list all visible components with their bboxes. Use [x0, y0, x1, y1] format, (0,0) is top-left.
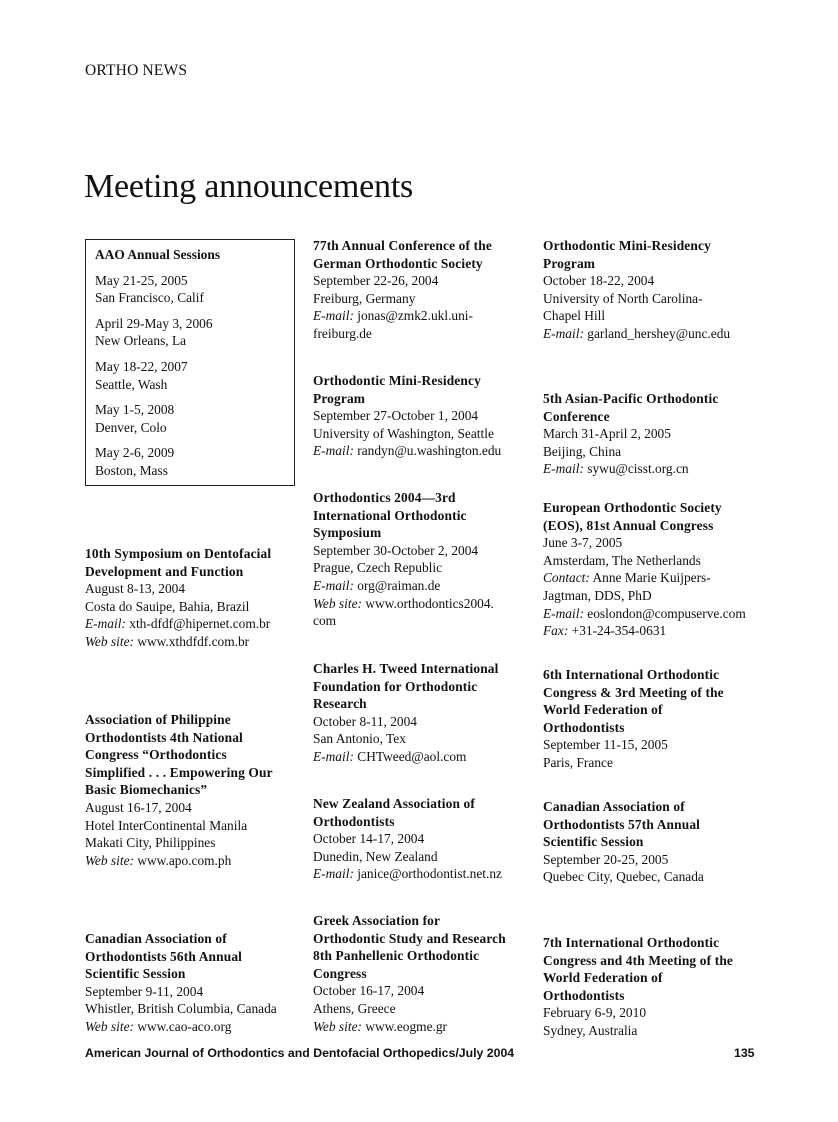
meeting-detail: Athens, Greece: [313, 1000, 396, 1016]
meeting-title: Canadian Association of: [543, 799, 685, 814]
session-dates: April 29-May 3, 2006: [95, 315, 213, 331]
meeting-title: Association of Philippine: [85, 712, 231, 727]
website-value[interactable]: www.apo.com.ph: [137, 852, 232, 868]
contact-label: Contact:: [543, 570, 590, 586]
meeting-website: [313, 595, 533, 613]
session-place: New Orleans, La: [95, 333, 187, 349]
email-value[interactable]: janice@orthodontist.net.nz: [357, 866, 502, 882]
page-title: Meeting announcements: [84, 168, 414, 205]
meeting-title: Congress and 4th Meeting of the: [543, 952, 734, 968]
meeting-detail: University of North Carolina-: [543, 290, 703, 306]
meeting-detail: June 3-7, 2005: [543, 535, 623, 551]
meeting-detail: Freiburg, Germany: [313, 290, 416, 306]
meeting-title: 10th Symposium on Dentofacial: [85, 546, 272, 561]
email-label: E-mail:: [313, 748, 354, 764]
email-label: E-mail:: [543, 605, 584, 621]
meeting-title: Scientific Session: [85, 966, 186, 982]
meeting-detail: March 31-April 2, 2005: [543, 426, 671, 442]
email-value[interactable]: org@raiman.de: [357, 577, 441, 593]
meeting-title: Orthodontic Study and Research: [313, 930, 506, 946]
email-continuation[interactable]: freiburg.de: [313, 325, 372, 341]
website-value[interactable]: www.eogme.gr: [365, 1018, 448, 1034]
meeting-entry: [313, 795, 533, 883]
meeting-title: Congress “Orthodontics: [85, 747, 227, 763]
aao-session: [95, 272, 285, 307]
meeting-detail: Whistler, British Columbia, Canada: [85, 1001, 277, 1017]
meeting-website: [313, 1018, 533, 1036]
meeting-entry: [543, 390, 768, 478]
email-label: E-mail:: [313, 308, 354, 324]
email-label: E-mail:: [85, 616, 126, 632]
meeting-website: [85, 1018, 300, 1036]
meeting-title: German Orthodontic Society: [313, 255, 483, 271]
meeting-detail: October 18-22, 2004: [543, 273, 655, 289]
aao-session: [95, 358, 285, 393]
meeting-title: Conference: [543, 408, 610, 424]
email-value[interactable]: eoslondon@compuserve.com: [587, 605, 746, 621]
meeting-title: Orthodontic Mini-Residency: [313, 373, 481, 388]
website-label: Web site:: [313, 1018, 362, 1034]
meeting-detail: Beijing, China: [543, 443, 622, 459]
meeting-detail: Quebec City, Quebec, Canada: [543, 869, 704, 885]
meeting-detail: San Antonio, Tex: [313, 731, 406, 747]
email-value[interactable]: garland_hershey@unc.edu: [587, 325, 731, 341]
meeting-title: Program: [313, 390, 366, 406]
meeting-detail: February 6-9, 2010: [543, 1005, 647, 1021]
meeting-entry: [313, 489, 533, 630]
meeting-title: 6th International Orthodontic: [543, 667, 720, 682]
meeting-email: [313, 577, 533, 595]
meeting-email: [313, 442, 533, 460]
meeting-detail: October 16-17, 2004: [313, 983, 425, 999]
meeting-title: Charles H. Tweed International: [313, 661, 499, 676]
meeting-detail: September 30-October 2, 2004: [313, 542, 479, 558]
meeting-entry: [543, 666, 768, 772]
meeting-entry: [313, 237, 533, 343]
session-place: Boston, Mass: [95, 462, 168, 478]
meeting-entry: [85, 930, 300, 1036]
meeting-entry: [543, 798, 768, 886]
meeting-title: New Zealand Association of: [313, 796, 475, 811]
meeting-detail: Hotel InterContinental Manila: [85, 817, 248, 833]
website-value[interactable]: www.orthodontics2004.: [365, 595, 494, 611]
meeting-detail: August 8-13, 2004: [85, 581, 186, 597]
meeting-detail: Amsterdam, The Netherlands: [543, 552, 701, 568]
meeting-title: 5th Asian-Pacific Orthodontic: [543, 391, 719, 406]
meeting-website: [85, 852, 300, 870]
meeting-fax: [543, 622, 768, 640]
meeting-detail: September 11-15, 2005: [543, 737, 668, 753]
email-value[interactable]: jonas@zmk2.ukl.uni-: [357, 308, 473, 324]
fax-label: Fax:: [543, 623, 569, 639]
meeting-title: Congress & 3rd Meeting of the: [543, 684, 724, 700]
aao-session: [95, 401, 285, 436]
meeting-email: [543, 460, 768, 478]
session-place: Seattle, Wash: [95, 376, 168, 392]
meeting-detail: September 22-26, 2004: [313, 273, 439, 289]
aao-session: [95, 315, 285, 350]
meeting-title: International Orthodontic: [313, 507, 467, 523]
meeting-title: World Federation of: [543, 970, 663, 986]
footer-journal: American Journal of Orthodontics and Dentofacial Orthopedics/July 2004: [85, 1046, 515, 1060]
meeting-entry: [85, 545, 300, 651]
meeting-title: Scientific Session: [543, 834, 644, 850]
email-label: E-mail:: [313, 866, 354, 882]
meeting-detail: September 27-October 1, 2004: [313, 408, 479, 424]
email-label: E-mail:: [313, 443, 354, 459]
meeting-detail: Sydney, Australia: [543, 1022, 638, 1038]
meeting-title: Orthodontists: [543, 719, 625, 735]
email-value[interactable]: CHTweed@aol.com: [357, 748, 467, 764]
meeting-contact: [543, 569, 768, 587]
session-dates: May 1-5, 2008: [95, 402, 175, 418]
meeting-detail: August 16-17, 2004: [85, 799, 192, 815]
meeting-entry: [313, 912, 533, 1035]
aao-box-title: AAO Annual Sessions: [95, 247, 221, 262]
website-label: Web site:: [85, 633, 134, 649]
meeting-detail: Paris, France: [543, 754, 613, 770]
meeting-entry: [313, 660, 533, 766]
meeting-title: Orthodontists 57th Annual: [543, 816, 701, 832]
email-value[interactable]: sywu@cisst.org.cn: [587, 461, 689, 477]
meeting-detail: Chapel Hill: [543, 308, 606, 324]
meeting-title: Foundation for Orthodontic: [313, 678, 478, 694]
meeting-email: [313, 748, 533, 766]
meeting-title: Orthodontists: [313, 813, 395, 829]
meeting-entry: [313, 372, 533, 460]
page-number: 135: [734, 1046, 755, 1060]
session-dates: May 18-22, 2007: [95, 358, 188, 374]
meeting-title: Symposium: [313, 525, 382, 541]
meeting-title: Orthodontists 56th Annual: [85, 948, 243, 964]
email-label: E-mail:: [313, 577, 354, 593]
meeting-entry: [543, 237, 768, 343]
meeting-email: [85, 615, 300, 633]
meeting-detail: October 14-17, 2004: [313, 831, 425, 847]
aao-session: [95, 444, 285, 479]
meeting-title: Canadian Association of: [85, 931, 227, 946]
fax-value: +31-24-354-0631: [571, 623, 667, 639]
website-value[interactable]: www.xthdfdf.com.br: [137, 633, 250, 649]
meeting-detail: Dunedin, New Zealand: [313, 848, 438, 864]
session-place: Denver, Colo: [95, 419, 167, 435]
meeting-title: (EOS), 81st Annual Congress: [543, 517, 714, 533]
session-dates: May 2-6, 2009: [95, 445, 175, 461]
meeting-detail: September 9-11, 2004: [85, 983, 204, 999]
meeting-title: Greek Association for: [313, 913, 441, 928]
meeting-title: Orthodontic Mini-Residency: [543, 238, 711, 253]
aao-sessions-box: [85, 239, 295, 486]
website-continuation[interactable]: com: [313, 613, 337, 629]
email-label: E-mail:: [543, 461, 584, 477]
meeting-detail: October 8-11, 2004: [313, 713, 417, 729]
contact-continuation: Jagtman, DDS, PhD: [543, 587, 652, 603]
meeting-email: [543, 325, 768, 343]
meeting-title: Orthodontists: [543, 987, 625, 1003]
meeting-detail: September 20-25, 2005: [543, 851, 669, 867]
meeting-title: European Orthodontic Society: [543, 500, 722, 515]
email-label: E-mail:: [543, 325, 584, 341]
meeting-title: Orthodontics 2004—3rd: [313, 490, 456, 505]
meeting-detail: Costa do Sauipe, Bahia, Brazil: [85, 598, 250, 614]
meeting-title: 77th Annual Conference of the: [313, 238, 492, 253]
meeting-title: Basic Biomechanics”: [85, 782, 208, 798]
website-value[interactable]: www.cao-aco.org: [137, 1018, 232, 1034]
meeting-website: [85, 633, 300, 651]
email-value[interactable]: randyn@u.washington.edu: [357, 443, 502, 459]
email-value[interactable]: xth-dfdf@hipernet.com.br: [129, 616, 271, 632]
meeting-title: 8th Panhellenic Orthodontic: [313, 948, 480, 964]
session-place: San Francisco, Calif: [95, 290, 204, 306]
meeting-title: Congress: [313, 965, 367, 981]
website-label: Web site:: [313, 595, 362, 611]
meeting-title: Development and Function: [85, 563, 244, 579]
meeting-email: [313, 865, 533, 883]
meeting-entry: [543, 934, 768, 1040]
meeting-title: Program: [543, 255, 596, 271]
contact-value: Anne Marie Kuijpers-: [592, 570, 711, 586]
meeting-title: World Federation of: [543, 702, 663, 718]
meeting-title: Simplified . . . Empowering Our: [85, 764, 273, 780]
meeting-detail: Makati City, Philippines: [85, 835, 216, 851]
meeting-title: 7th International Orthodontic: [543, 935, 720, 950]
meeting-email: [543, 605, 768, 623]
website-label: Web site:: [85, 1018, 134, 1034]
meeting-detail: Prague, Czech Republic: [313, 560, 443, 576]
section-label: ORTHO NEWS: [85, 62, 188, 79]
meeting-email: [313, 307, 533, 325]
meeting-detail: University of Washington, Seattle: [313, 425, 494, 441]
meeting-title: Orthodontists 4th National: [85, 729, 243, 745]
meeting-entry: [85, 711, 300, 869]
session-dates: May 21-25, 2005: [95, 272, 188, 288]
meeting-title: Research: [313, 696, 367, 712]
meeting-entry: [543, 499, 768, 640]
website-label: Web site:: [85, 852, 134, 868]
